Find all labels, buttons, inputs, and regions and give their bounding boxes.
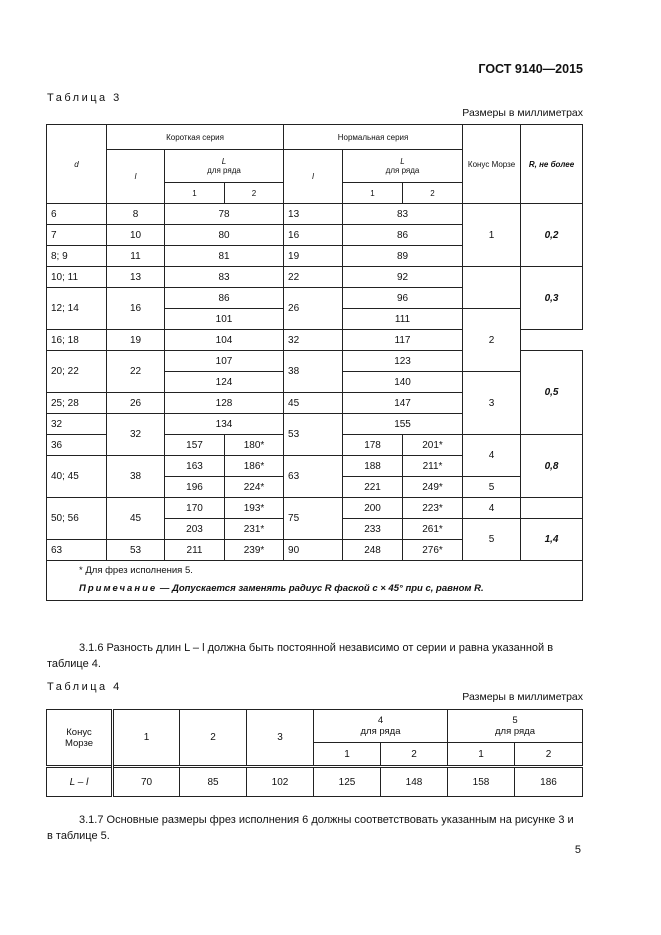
cell-l: 45 — [107, 498, 165, 540]
cell-L1: 196 — [165, 477, 225, 498]
cell-L2: 276* — [403, 540, 463, 561]
cell-d: 6 — [47, 204, 107, 225]
cell-L: 86 — [343, 225, 463, 246]
cell-l: 90 — [284, 540, 343, 561]
cell-L: 107 — [165, 351, 284, 372]
cell-l: 32 — [107, 414, 165, 456]
cone-value: 2 — [463, 309, 521, 372]
cell-L1: 188 — [343, 456, 403, 477]
cell-L: 101 — [165, 309, 284, 330]
cell-l: 38 — [284, 351, 343, 393]
cell-L1: 178 — [343, 435, 403, 456]
cell-l: 53 — [107, 540, 165, 561]
cell-L: 111 — [343, 309, 463, 330]
cone-value: 4 — [463, 435, 521, 477]
table-4 — [46, 709, 583, 797]
table3-units: Размеры в миллиметрах — [462, 107, 583, 119]
short-L-header — [165, 150, 284, 183]
table-3 — [46, 124, 583, 601]
cell-d: 16; 18 — [47, 330, 107, 351]
cell-l: 22 — [284, 267, 343, 288]
cell-L: 123 — [343, 351, 463, 372]
cell-L1: 233 — [343, 519, 403, 540]
cell-L2: 261* — [403, 519, 463, 540]
normal-L-symbol: L — [400, 157, 405, 166]
sub-header: 2 — [515, 743, 583, 767]
short-L-symbol: L — [221, 157, 227, 166]
cell-L1: 170 — [165, 498, 225, 519]
cell-l: 38 — [107, 456, 165, 498]
r-value: 0,3 — [521, 267, 583, 330]
cell-L: 117 — [343, 330, 463, 351]
cell-l: 13 — [284, 204, 343, 225]
cell-l: 19 — [284, 246, 343, 267]
cell-L2: 180* — [225, 435, 284, 456]
note-text: — Допускается заменять радиус R фаской c × 45° при c, равном R. — [159, 583, 484, 594]
cell-L: 78 — [165, 204, 284, 225]
cell-L2: 193* — [225, 498, 284, 519]
cell-L1: 163 — [165, 456, 225, 477]
normal-row1-header: 1 — [343, 183, 403, 204]
col-5-header — [448, 710, 583, 743]
cell-L2: 231* — [225, 519, 284, 540]
paragraph-3-1-7: 3.1.7 Основные размеры фрез исполнения 6 должны соответствовать указанным на рисунке 3 и в таблице 5. — [47, 814, 574, 842]
r-value: 0,5 — [521, 351, 583, 435]
cell-L: 86 — [165, 288, 284, 309]
col-1-header: 1 — [113, 710, 180, 767]
table-row — [47, 498, 583, 519]
value-cell: 186 — [515, 767, 583, 797]
cell-L2: 201* — [403, 435, 463, 456]
col-4-number: 4 — [377, 715, 384, 726]
cell-L: 155 — [343, 414, 463, 435]
cell-L1: 157 — [165, 435, 225, 456]
standard-number: ГОСТ 9140—2015 — [478, 62, 583, 76]
short-L-for-row: для ряда — [207, 166, 241, 175]
table-row — [47, 204, 583, 225]
cell-L: 83 — [165, 267, 284, 288]
cell-L1: 248 — [343, 540, 403, 561]
cell-l: 45 — [284, 393, 343, 414]
value-cell: 158 — [448, 767, 515, 797]
table3-caption: Таблица 3 — [47, 92, 122, 104]
cell-l: 63 — [284, 456, 343, 498]
cell-L: 80 — [165, 225, 284, 246]
cell-L2: 223* — [403, 498, 463, 519]
normal-L-for-row: для ряда — [385, 166, 420, 175]
cell-L1: 211 — [165, 540, 225, 561]
cone-value-empty — [463, 267, 521, 309]
col-d: d — [47, 125, 107, 204]
row-label: L – l — [47, 767, 113, 797]
cell-L2: 211* — [403, 456, 463, 477]
cell-L: 147 — [343, 393, 463, 414]
cell-d: 10; 11 — [47, 267, 107, 288]
cell-d: 50; 56 — [47, 498, 107, 540]
cell-d: 63 — [47, 540, 107, 561]
col-5-number: 5 — [512, 715, 518, 726]
col-3-header: 3 — [247, 710, 314, 767]
cone-value: 5 — [463, 477, 521, 498]
normal-series-header: Нормальная серия — [284, 125, 463, 150]
cell-l: 13 — [107, 267, 165, 288]
cell-L: 140 — [343, 372, 463, 393]
cell-l: 10 — [107, 225, 165, 246]
value-cell: 70 — [113, 767, 180, 797]
cell-l: 16 — [284, 225, 343, 246]
cell-l: 16 — [107, 288, 165, 330]
cell-L: 128 — [165, 393, 284, 414]
normal-L-header — [343, 150, 463, 183]
value-cell: 148 — [381, 767, 448, 797]
cone-value: 3 — [463, 372, 521, 435]
cell-l: 26 — [107, 393, 165, 414]
cone-morse-header: Конус Морзе — [47, 710, 113, 767]
r-header: R, не более — [521, 125, 583, 204]
cell-l: 26 — [284, 288, 343, 330]
cell-L2: 249* — [403, 477, 463, 498]
r-value: 0,8 — [521, 435, 583, 498]
col-2-header: 2 — [180, 710, 247, 767]
page-number: 5 — [574, 844, 581, 856]
cell-L: 104 — [165, 330, 284, 351]
cell-d: 32 — [47, 414, 107, 435]
cell-L2: 186* — [225, 456, 284, 477]
r-value: 1,4 — [521, 519, 583, 561]
cell-l: 32 — [284, 330, 343, 351]
cone-value: 5 — [463, 519, 521, 561]
sub-header: 1 — [448, 743, 515, 767]
note-label: Примечание — [79, 583, 158, 594]
cone-value: 4 — [463, 498, 521, 519]
value-cell: 102 — [247, 767, 314, 797]
cell-l: 22 — [107, 351, 165, 393]
cell-l: 8 — [107, 204, 165, 225]
cell-l: 19 — [107, 330, 165, 351]
table3-note — [47, 580, 583, 601]
value-cell: 85 — [180, 767, 247, 797]
cell-L: 89 — [343, 246, 463, 267]
cell-L: 81 — [165, 246, 284, 267]
cone-header: Конус Морзе — [463, 125, 521, 204]
cell-d: 20; 22 — [47, 351, 107, 393]
cell-L2: 224* — [225, 477, 284, 498]
cell-l: 75 — [284, 498, 343, 540]
table4-caption: Таблица 4 — [47, 681, 122, 693]
short-row2-header: 2 — [225, 183, 284, 204]
col-4-for-row: для ряда — [360, 726, 401, 737]
cell-d: 7 — [47, 225, 107, 246]
r-value: 0,2 — [521, 204, 583, 267]
short-row1-header: 1 — [165, 183, 225, 204]
value-cell: 125 — [314, 767, 381, 797]
col-5-for-row: для ряда — [494, 726, 536, 737]
cell-L: 134 — [165, 414, 284, 435]
cell-d: 25; 28 — [47, 393, 107, 414]
short-l-header: l — [107, 150, 165, 204]
r-value-empty — [521, 498, 583, 519]
cell-L2: 239* — [225, 540, 284, 561]
cone-value: 1 — [463, 204, 521, 267]
cell-l: 11 — [107, 246, 165, 267]
cell-d: 40; 45 — [47, 456, 107, 498]
cell-L: 92 — [343, 267, 463, 288]
sub-header: 2 — [381, 743, 448, 767]
cell-L: 83 — [343, 204, 463, 225]
table-row — [47, 267, 583, 288]
cell-d: 12; 14 — [47, 288, 107, 330]
cell-L1: 221 — [343, 477, 403, 498]
normal-row2-header: 2 — [403, 183, 463, 204]
cell-L: 124 — [165, 372, 284, 393]
table-row — [47, 767, 583, 797]
cell-L1: 203 — [165, 519, 225, 540]
col-4-header — [314, 710, 448, 743]
normal-l-header: l — [284, 150, 343, 204]
short-series-header: Короткая серия — [107, 125, 284, 150]
table4-units: Размеры в миллиметрах — [462, 691, 583, 703]
paragraph-3-1-6: 3.1.6 Разность длин L – l должна быть постоянной независимо от серии и равна указанной в таблице 4. — [47, 642, 554, 670]
cell-L1: 200 — [343, 498, 403, 519]
cell-d: 36 — [47, 435, 107, 456]
cell-L: 96 — [343, 288, 463, 309]
cell-d: 8; 9 — [47, 246, 107, 267]
table3-footnote: * Для фрез исполнения 5. — [47, 561, 583, 581]
sub-header: 1 — [314, 743, 381, 767]
cell-l: 53 — [284, 414, 343, 456]
